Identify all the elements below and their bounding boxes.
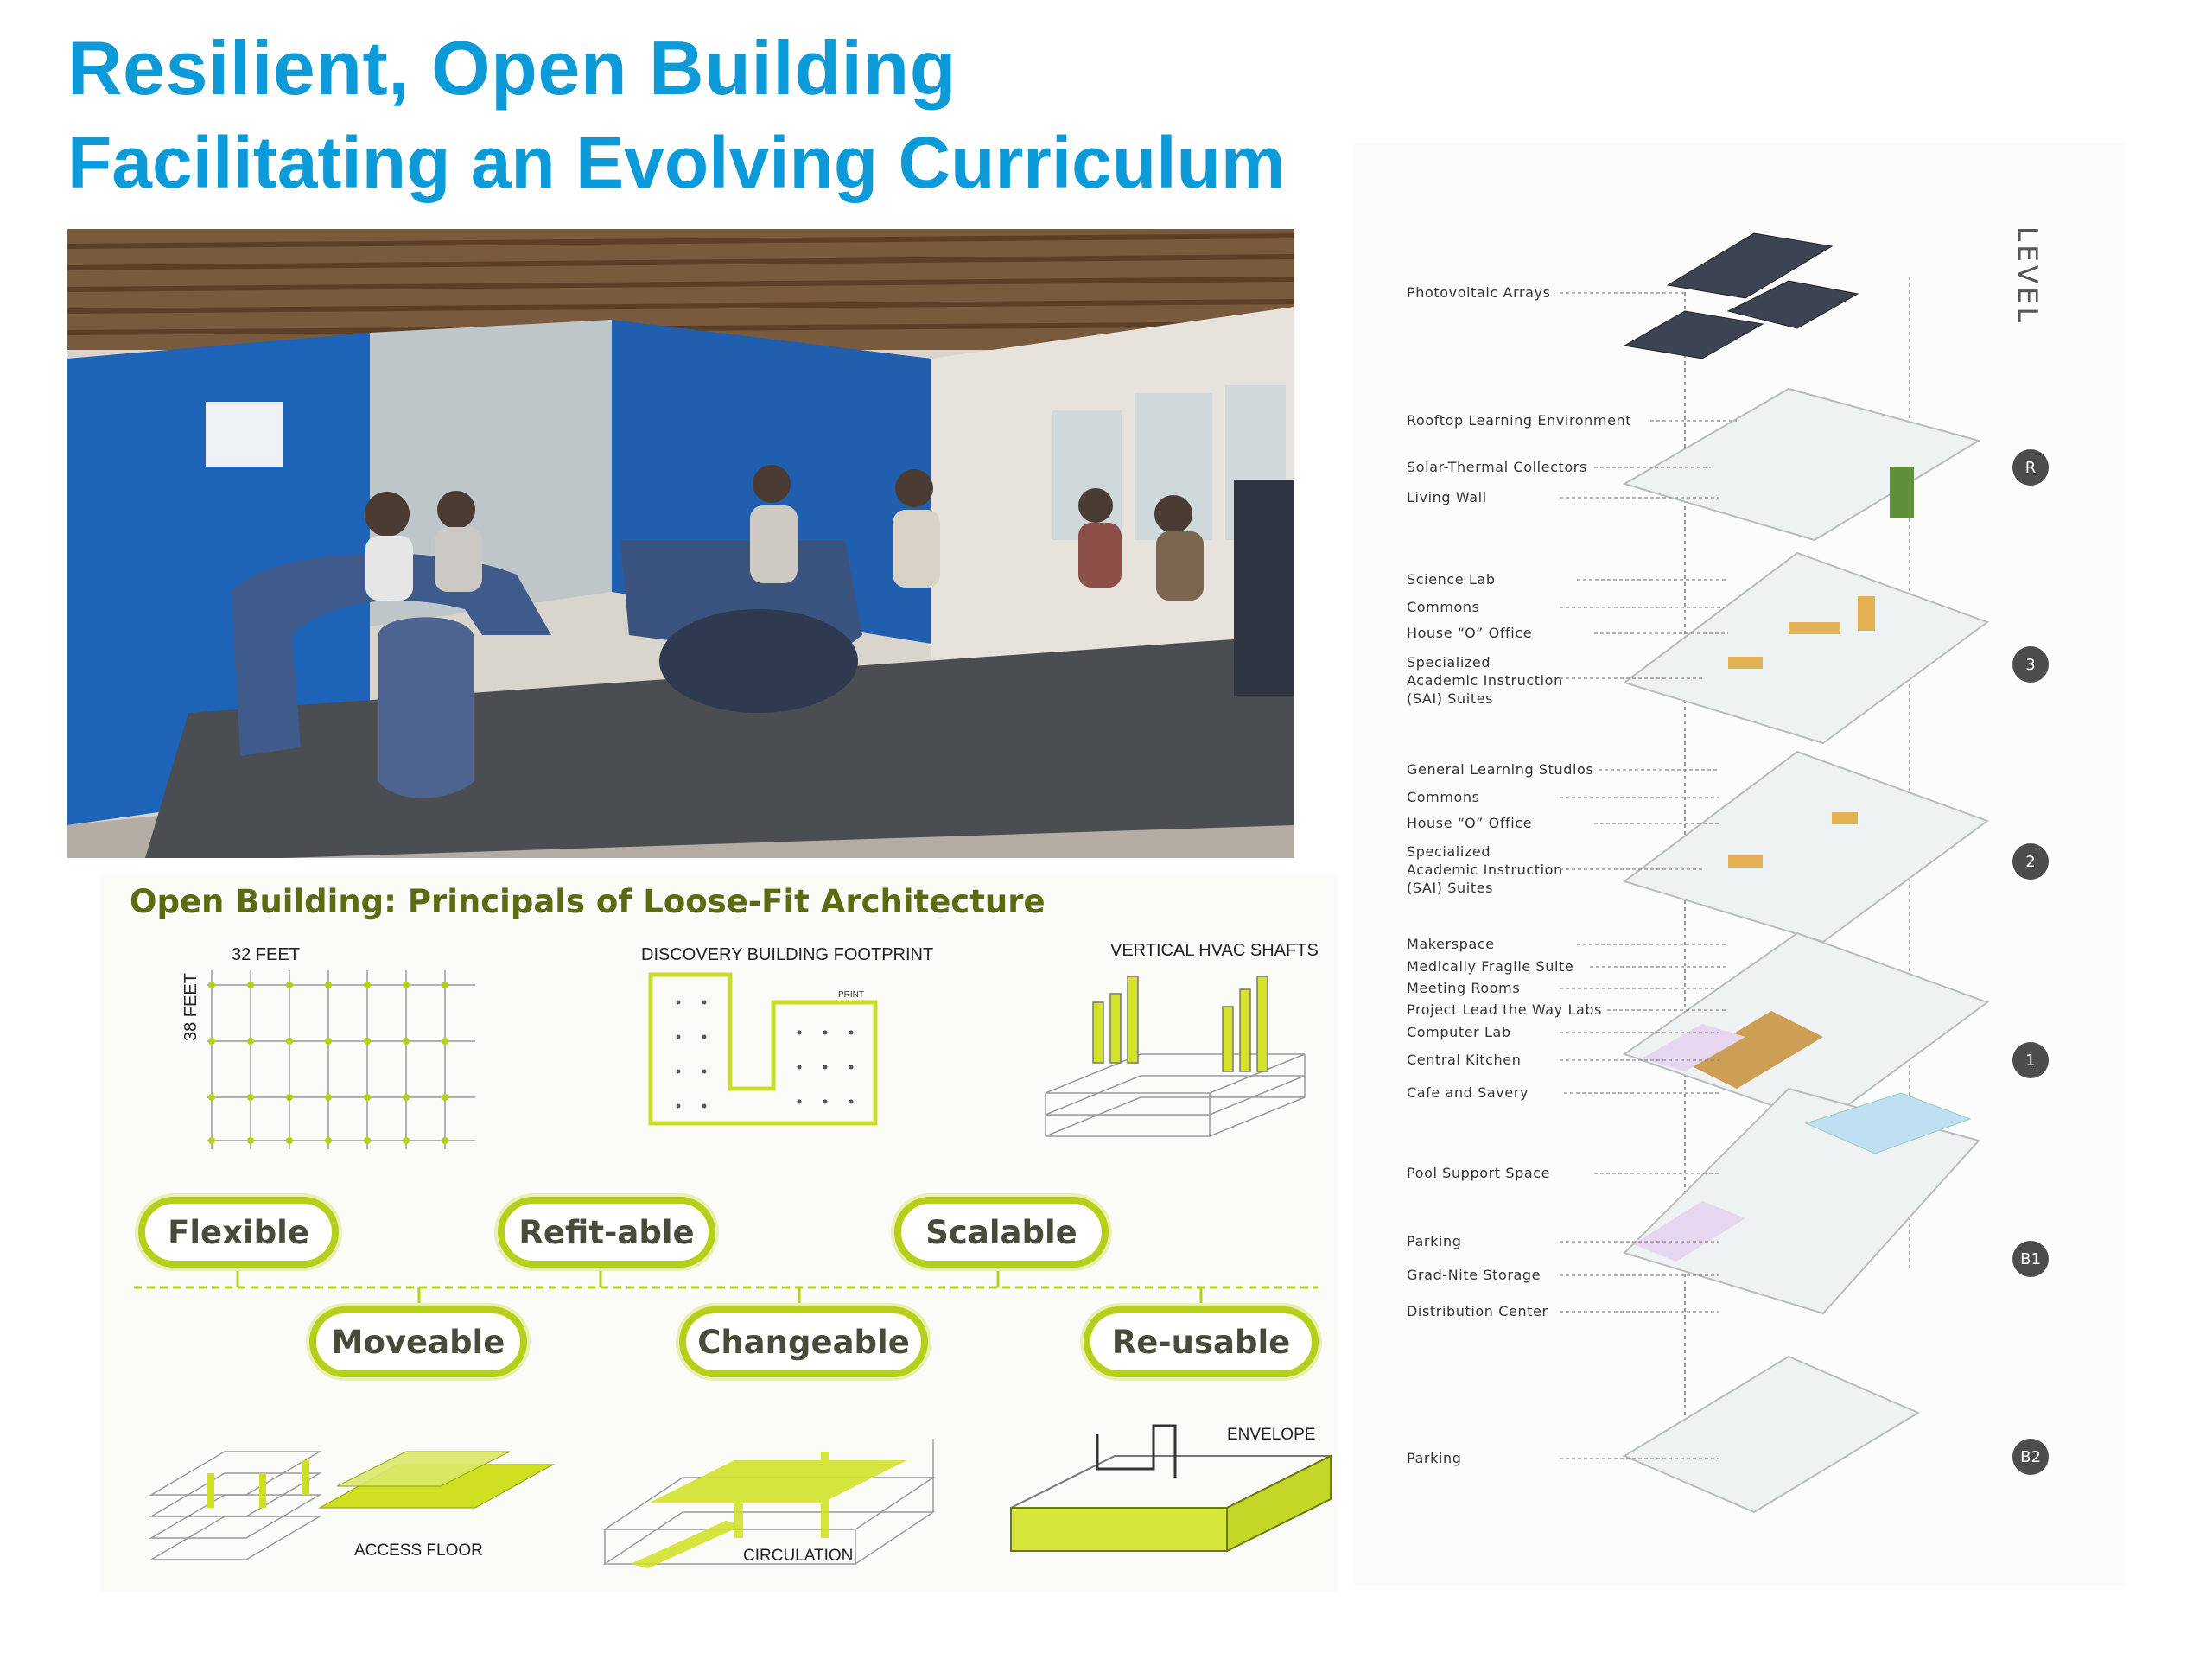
axon-label: Academic Instruction [1407, 861, 1563, 878]
level-heading: LEVEL [2012, 226, 2043, 326]
axon-label: Meeting Rooms [1407, 980, 1521, 996]
level-marker: 3 [2012, 646, 2049, 683]
axon-label: Living Wall [1407, 489, 1487, 505]
axon-label: Photovoltaic Arrays [1407, 284, 1551, 301]
hvac-label: VERTICAL HVAC SHAFTS [1110, 941, 1319, 960]
axon-label: Science Lab [1407, 571, 1496, 588]
page-subtitle: Facilitating an Evolving Curriculum [67, 122, 1286, 203]
level-marker: B2 [2012, 1439, 2049, 1475]
axon-label: Grad-Nite Storage [1407, 1267, 1541, 1283]
loose-fit-heading: Open Building: Principals of Loose-Fit Architecture [130, 883, 1046, 920]
axon-label: Specialized [1407, 654, 1491, 671]
axon-label: General Learning Studios [1407, 761, 1594, 778]
access-floor-diagram [147, 1426, 562, 1577]
pill-changeable: Changeable [679, 1306, 928, 1377]
pill-flexible: Flexible [138, 1197, 339, 1268]
axon-label: House “O” Office [1407, 815, 1533, 831]
footprint-mini-label: PRINT [838, 990, 864, 1000]
circulation-diagram [596, 1426, 942, 1577]
axon-label: (SAI) Suites [1407, 880, 1494, 896]
axon-label: Pool Support Space [1407, 1165, 1551, 1181]
axon-label: House “O” Office [1407, 625, 1533, 641]
pill-refit-able: Refit-able [498, 1197, 715, 1268]
axon-label: Central Kitchen [1407, 1052, 1522, 1068]
axon-label: Academic Instruction [1407, 672, 1563, 689]
axon-label: (SAI) Suites [1407, 690, 1494, 707]
axon-label: Commons [1407, 789, 1480, 805]
pill-re-usable: Re-usable [1084, 1306, 1319, 1377]
axon-label: Medically Fragile Suite [1407, 958, 1574, 975]
circulation-label: CIRCULATION [743, 1547, 854, 1565]
envelope-label: ENVELOPE [1227, 1426, 1316, 1444]
level-marker: B1 [2012, 1241, 2049, 1277]
axon-label: Solar-Thermal Collectors [1407, 459, 1587, 475]
axon-label: Distribution Center [1407, 1303, 1548, 1319]
footprint-label: DISCOVERY BUILDING FOOTPRINT [641, 945, 934, 964]
axon-label: Project Lead the Way Labs [1407, 1001, 1603, 1018]
axon-label: Cafe and Savery [1407, 1084, 1529, 1101]
access-floor-label: ACCESS FLOOR [354, 1541, 483, 1560]
axon-label: Parking [1407, 1233, 1462, 1249]
lounge-photo [67, 229, 1294, 858]
envelope-diagram [985, 1408, 1339, 1577]
structural-grid-diagram [203, 963, 480, 1154]
axon-label: Commons [1407, 599, 1480, 615]
level-marker: 2 [2012, 843, 2049, 880]
axon-label: Parking [1407, 1450, 1462, 1466]
grid-height-label: 38 FEET [181, 973, 200, 1041]
axon-label: Makerspace [1407, 936, 1495, 952]
axon-label: Specialized [1407, 843, 1491, 860]
hvac-shafts-diagram [1037, 963, 1313, 1154]
page-title: Resilient, Open Building [67, 25, 957, 111]
axon-label: Rooftop Learning Environment [1407, 412, 1632, 429]
label-leader-lines [1555, 276, 1745, 1469]
level-marker: 1 [2012, 1042, 2049, 1078]
pill-scalable: Scalable [894, 1197, 1109, 1268]
level-marker: R [2012, 449, 2049, 486]
axon-label: Computer Lab [1407, 1024, 1511, 1040]
building-footprint-diagram [644, 968, 886, 1132]
grid-width-label: 32 FEET [232, 945, 300, 964]
pill-moveable: Moveable [309, 1306, 527, 1377]
